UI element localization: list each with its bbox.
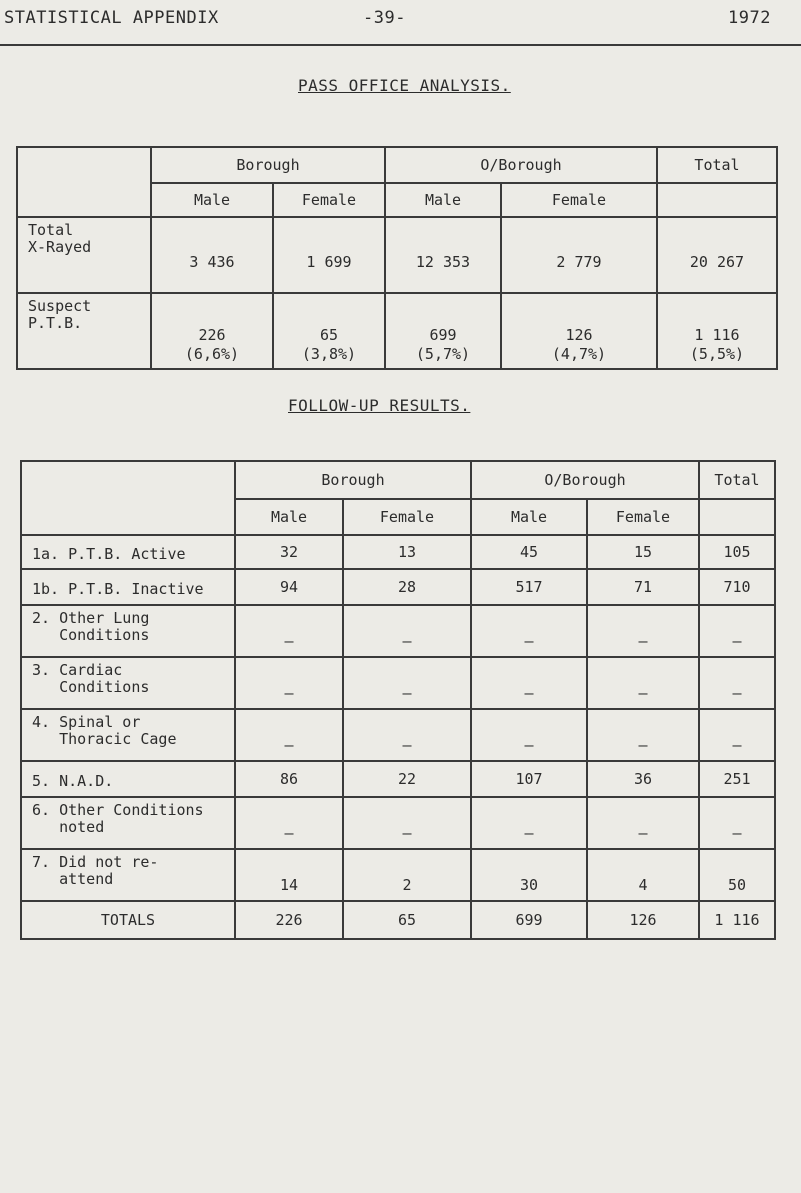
row-label: 6. Other Conditions noted [21, 797, 235, 849]
table-cell: 12 353 [385, 217, 501, 293]
table-cell: – [235, 797, 343, 849]
table-cell: 126 [587, 901, 699, 939]
table-cell: – [343, 709, 471, 761]
table-cell: 517 [471, 569, 587, 605]
table-cell: 226 (6,6%) [151, 293, 273, 369]
corner-cell [21, 461, 235, 535]
table-row [17, 293, 777, 369]
page-number: -39- [363, 8, 406, 28]
table-cell: 1 116 [699, 901, 775, 939]
table-row [21, 797, 775, 849]
pass-office-title: PASS OFFICE ANALYSIS. [298, 76, 511, 95]
table-cell: 14 [235, 849, 343, 901]
sub-header-male: Male [385, 183, 501, 217]
table-row [21, 569, 775, 605]
row-label: 1a. P.T.B. Active [21, 535, 235, 569]
table-row [21, 849, 775, 901]
table-cell: 699 [471, 901, 587, 939]
row-label: 2. Other Lung Conditions [21, 605, 235, 657]
table-cell: 4 [587, 849, 699, 901]
table-cell: – [699, 797, 775, 849]
table-cell: 30 [471, 849, 587, 901]
row-label: 5. N.A.D. [21, 761, 235, 797]
table-cell: 28 [343, 569, 471, 605]
table-cell: – [587, 709, 699, 761]
table-cell: 1 699 [273, 217, 385, 293]
table-row [17, 217, 777, 293]
table-cell: 2 779 [501, 217, 657, 293]
table-cell: – [343, 797, 471, 849]
table-cell: 20 267 [657, 217, 777, 293]
table-cell: – [587, 657, 699, 709]
totals-label: TOTALS [21, 901, 235, 939]
table-cell: – [343, 657, 471, 709]
table-cell: – [471, 657, 587, 709]
row-label: 1b. P.T.B. Inactive [21, 569, 235, 605]
follow-up-table [20, 460, 776, 940]
table-cell: 15 [587, 535, 699, 569]
table-cell: – [235, 657, 343, 709]
table-cell: 94 [235, 569, 343, 605]
table-row [21, 709, 775, 761]
group-header-out-borough: O/Borough [385, 147, 657, 183]
table-cell: – [235, 709, 343, 761]
table-row [21, 761, 775, 797]
follow-up-title: FOLLOW-UP RESULTS. [288, 396, 471, 415]
table-cell: 3 436 [151, 217, 273, 293]
row-label: Total X-Rayed [17, 217, 151, 293]
table-cell: 36 [587, 761, 699, 797]
table-cell: – [699, 709, 775, 761]
header-rule [0, 44, 801, 46]
sub-header-female: Female [587, 499, 699, 535]
table-cell: – [587, 605, 699, 657]
sub-header-female: Female [273, 183, 385, 217]
table-cell: 22 [343, 761, 471, 797]
table-cell: – [471, 797, 587, 849]
table-cell: 13 [343, 535, 471, 569]
table-cell: 1 116 (5,5%) [657, 293, 777, 369]
appendix-heading: STATISTICAL APPENDIX [4, 8, 219, 28]
table-cell: 65 (3,8%) [273, 293, 385, 369]
report-year: 1972 [728, 8, 771, 28]
sub-header-male: Male [151, 183, 273, 217]
group-header-total: Total [699, 461, 775, 499]
group-header-borough: Borough [151, 147, 385, 183]
table-cell: – [587, 797, 699, 849]
group-header-total: Total [657, 147, 777, 183]
table-row [21, 605, 775, 657]
table-cell: 65 [343, 901, 471, 939]
table-row [21, 535, 775, 569]
empty-header-cell [657, 183, 777, 217]
table-cell: 45 [471, 535, 587, 569]
table-cell: – [699, 657, 775, 709]
table-cell: 699 (5,7%) [385, 293, 501, 369]
row-label: 3. Cardiac Conditions [21, 657, 235, 709]
table-cell: – [343, 605, 471, 657]
row-label: Suspect P.T.B. [17, 293, 151, 369]
table-cell: 32 [235, 535, 343, 569]
table-cell: 251 [699, 761, 775, 797]
pass-office-table [16, 146, 778, 370]
table-cell: 2 [343, 849, 471, 901]
row-label: 4. Spinal or Thoracic Cage [21, 709, 235, 761]
table-cell: 105 [699, 535, 775, 569]
table-cell: 126 (4,7%) [501, 293, 657, 369]
sub-header-male: Male [235, 499, 343, 535]
sub-header-female: Female [501, 183, 657, 217]
table-cell: 50 [699, 849, 775, 901]
sub-header-male: Male [471, 499, 587, 535]
table-cell: 107 [471, 761, 587, 797]
table-cell: 226 [235, 901, 343, 939]
table-cell: – [235, 605, 343, 657]
group-header-out-borough: O/Borough [471, 461, 699, 499]
table-cell: – [471, 605, 587, 657]
table-cell: – [699, 605, 775, 657]
table-cell: 86 [235, 761, 343, 797]
row-label: 7. Did not re- attend [21, 849, 235, 901]
table-cell: – [471, 709, 587, 761]
group-header-borough: Borough [235, 461, 471, 499]
empty-header-cell [699, 499, 775, 535]
corner-cell [17, 147, 151, 217]
table-cell: 710 [699, 569, 775, 605]
table-row [21, 657, 775, 709]
table-cell: 71 [587, 569, 699, 605]
totals-row [21, 901, 775, 939]
sub-header-female: Female [343, 499, 471, 535]
